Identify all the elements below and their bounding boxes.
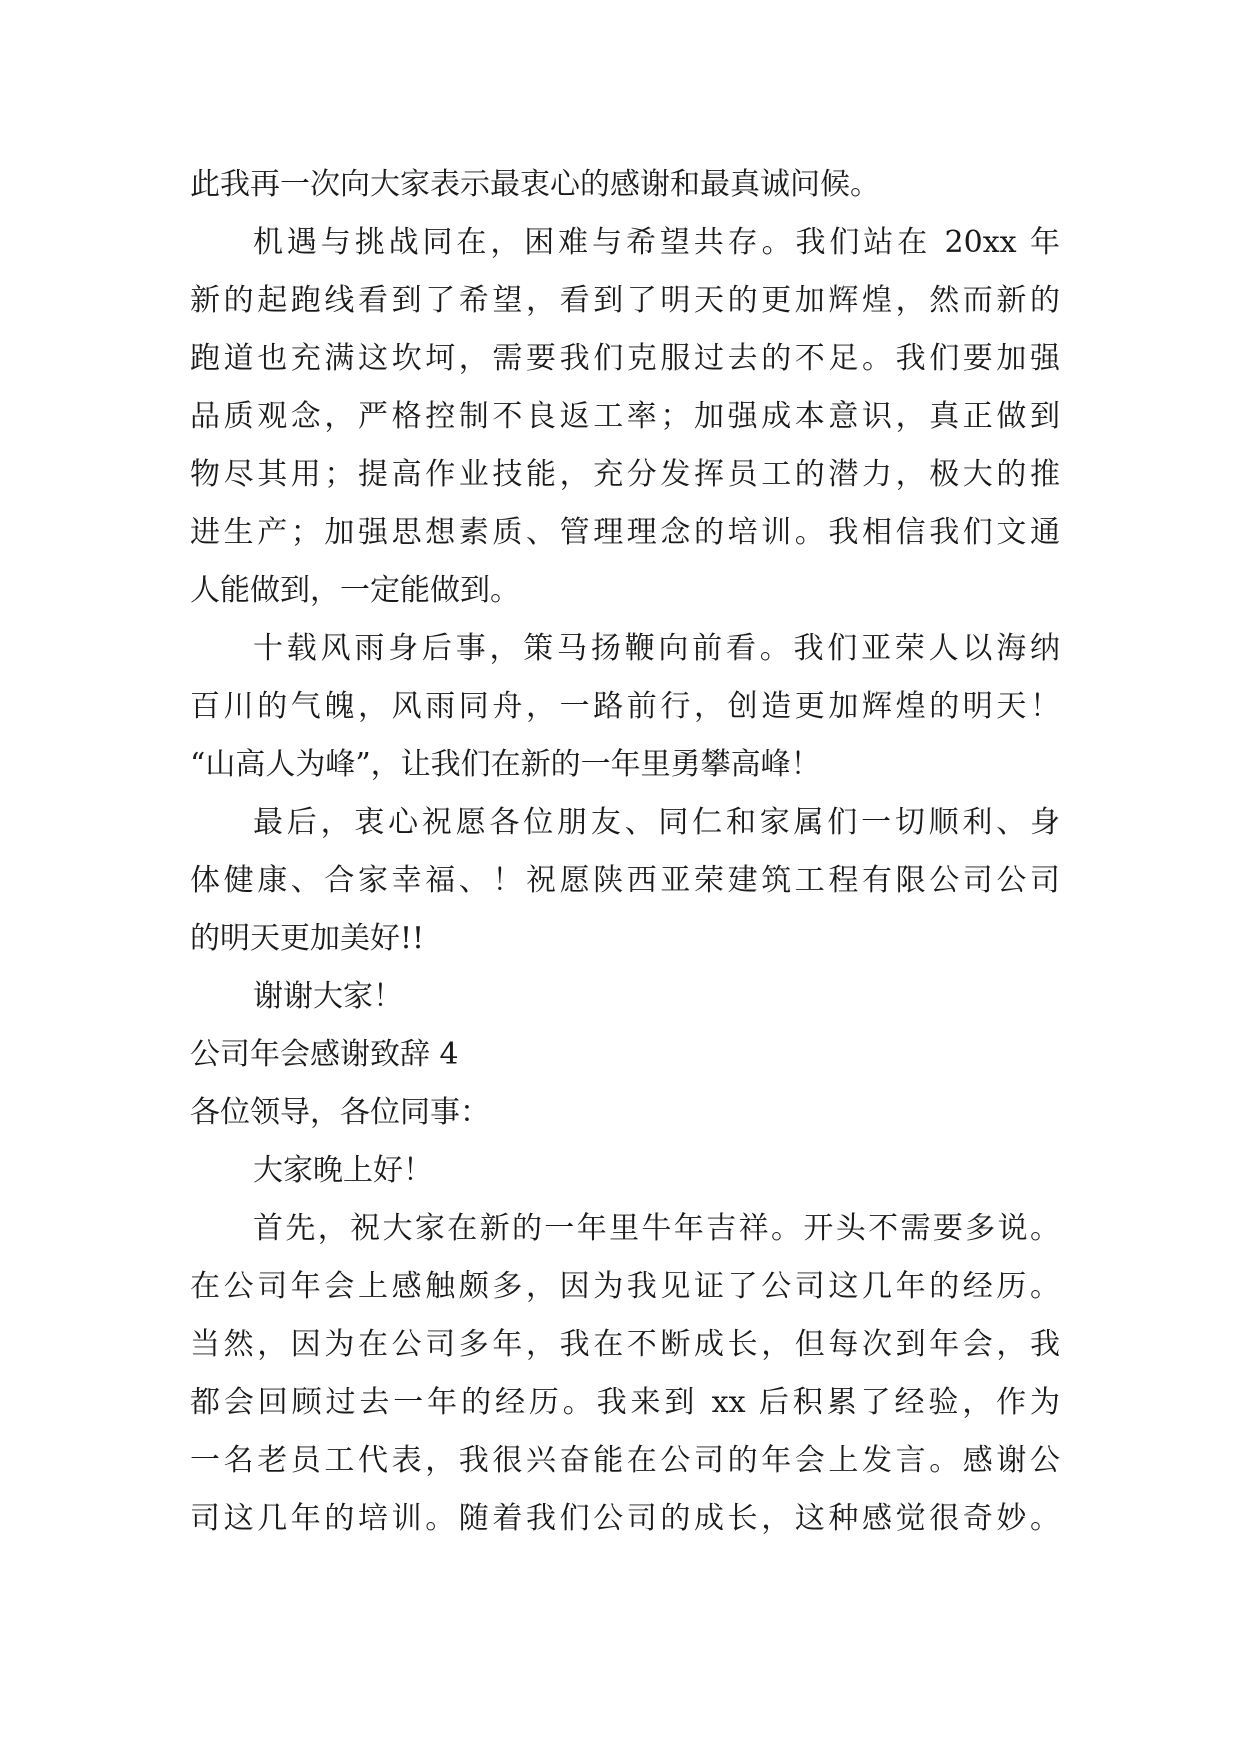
paragraph-line: 品质观念，严格控制不良返工率；加强成本意识，真正做到	[190, 399, 1060, 434]
paragraph-line: 司这几年的培训。随着我们公司的成长，这种感觉很奇妙。	[190, 1501, 1060, 1536]
paragraph-line: 机遇与挑战同在，困难与希望共存。我们站在 20xx 年	[253, 225, 1060, 260]
paragraph-line: 百川的气魄，风雨同舟，一路前行，创造更加辉煌的明天！	[190, 689, 1060, 724]
paragraph-line: 人能做到，一定能做到。	[190, 573, 520, 608]
paragraph-line: 跑道也充满这坎坷，需要我们克服过去的不足。我们要加强	[190, 341, 1060, 376]
paragraph-line: 在公司年会上感触颇多，因为我见证了公司这几年的经历。	[190, 1269, 1060, 1304]
paragraph-line: 的明天更加美好!!	[190, 921, 425, 956]
section-heading: 公司年会感谢致辞 4	[190, 1037, 459, 1072]
paragraph-line: 此我再一次向大家表示最衷心的感谢和最真诚问候。	[190, 167, 880, 202]
paragraph-line: 物尽其用；提高作业技能，充分发挥员工的潜力，极大的推	[190, 457, 1060, 492]
paragraph-line: 都会回顾过去一年的经历。我来到 xx 后积累了经验，作为	[190, 1385, 1060, 1420]
paragraph-line: 首先，祝大家在新的一年里牛年吉祥。开头不需要多说。	[253, 1211, 1060, 1246]
paragraph-line: 十载风雨身后事，策马扬鞭向前看。我们亚荣人以海纳	[253, 631, 1060, 666]
paragraph-line: 最后，衷心祝愿各位朋友、同仁和家属们一切顺利、身	[253, 805, 1060, 840]
paragraph-line: 新的起跑线看到了希望，看到了明天的更加辉煌，然而新的	[190, 283, 1060, 318]
salutation-line: 各位领导，各位同事：	[190, 1095, 490, 1130]
paragraph-line: 谢谢大家！	[253, 979, 403, 1014]
paragraph-line: “山高人为峰”，让我们在新的一年里勇攀高峰！	[190, 747, 821, 782]
paragraph-line: 一名老员工代表，我很兴奋能在公司的年会上发言。感谢公	[190, 1443, 1060, 1478]
paragraph-line: 当然，因为在公司多年，我在不断成长，但每次到年会，我	[190, 1327, 1060, 1362]
paragraph-line: 进生产；加强思想素质、管理理念的培训。我相信我们文通	[190, 515, 1060, 550]
greeting-line: 大家晚上好！	[253, 1153, 433, 1188]
document-body	[190, 156, 1060, 1548]
paragraph-line: 体健康、合家幸福、！祝愿陕西亚荣建筑工程有限公司公司	[190, 863, 1060, 898]
